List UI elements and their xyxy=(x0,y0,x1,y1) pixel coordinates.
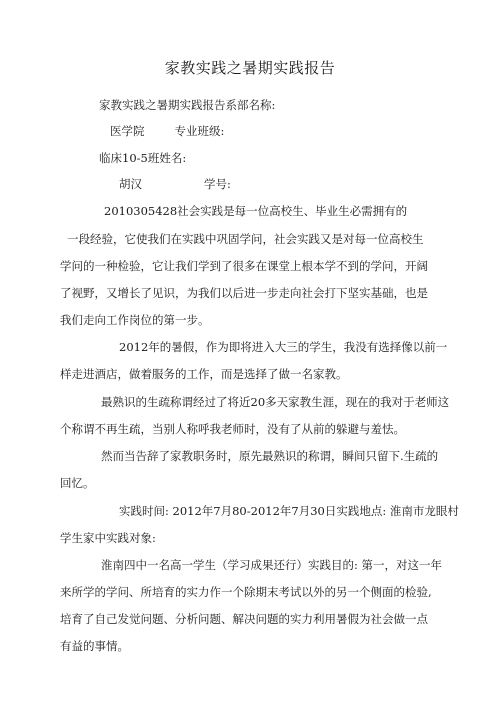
p1-line-1: 2010305428社会实践是每一位高校生、毕业生必需拥有的 xyxy=(104,204,408,218)
p6-line-3: 培育了自己发觉问题、分析问题、解决问题的实力利用暑假为社会做一点 xyxy=(60,612,428,626)
class-line: 临床10-5班姓名: xyxy=(99,151,187,165)
p6-line-2: 来所学的学问、所培育的实力作一个除期末考试以外的另一个侧面的检验, xyxy=(60,585,432,599)
dept-major-line xyxy=(110,124,224,138)
p2-line-1: 2012年的暑假，作为即将进入大三的学生，我没有选择像以前一 xyxy=(119,340,448,354)
id-label: 学号: xyxy=(204,177,231,191)
document-title: 家教实践之暑期实践报告 xyxy=(164,59,336,77)
dept-label: 家教实践之暑期实践报告系部名称: xyxy=(99,98,276,112)
p2-line-2: 样走进酒店，做着服务的工作，而是选择了做一名家教。 xyxy=(60,367,348,381)
p5-line-2: 学生家中实践对象: xyxy=(60,531,156,545)
p1-line-3: 学问的一种检验，它让我们学到了很多在课堂上根本学不到的学问，开阔 xyxy=(60,259,428,273)
dept-value: 医学院 xyxy=(110,124,145,138)
p4-line-2: 回忆。 xyxy=(60,476,95,490)
p5-line-1: 实践时间: 2012年7月80-2012年7月30日实践地点: 淮南市龙眼村 xyxy=(119,504,459,518)
major-label: 专业班级: xyxy=(174,124,225,138)
p1-line-2: 一段经验，它使我们在实践中巩固学问，社会实践又是对每一位高校生 xyxy=(67,232,424,246)
p1-line-4: 了视野，又增长了见识，为我们以后进一步走向社会打下坚实基础，也是 xyxy=(60,286,428,300)
p6-line-1: 淮南四中一名高一学生（学习成果还行）实践目的: 第一，对这一年 xyxy=(101,558,443,572)
p3-line-2: 个称谓不再生疏，当别人称呼我老师时，没有了从前的躲避与羞怯。 xyxy=(60,422,405,436)
p1-line-5: 我们走向工作岗位的第一步。 xyxy=(60,313,210,327)
name-id-line xyxy=(119,177,231,191)
p4-line-1: 然而当告辞了家教职务时，原先最熟识的称谓，瞬间只留下.生疏的 xyxy=(101,449,439,463)
p6-line-4: 有益的事情。 xyxy=(60,639,129,653)
p3-line-1: 最熟识的生疏称谓经过了将近20多天家教生涯，现在的我对于老师这 xyxy=(101,395,450,409)
name-value: 胡汉 xyxy=(119,177,142,191)
